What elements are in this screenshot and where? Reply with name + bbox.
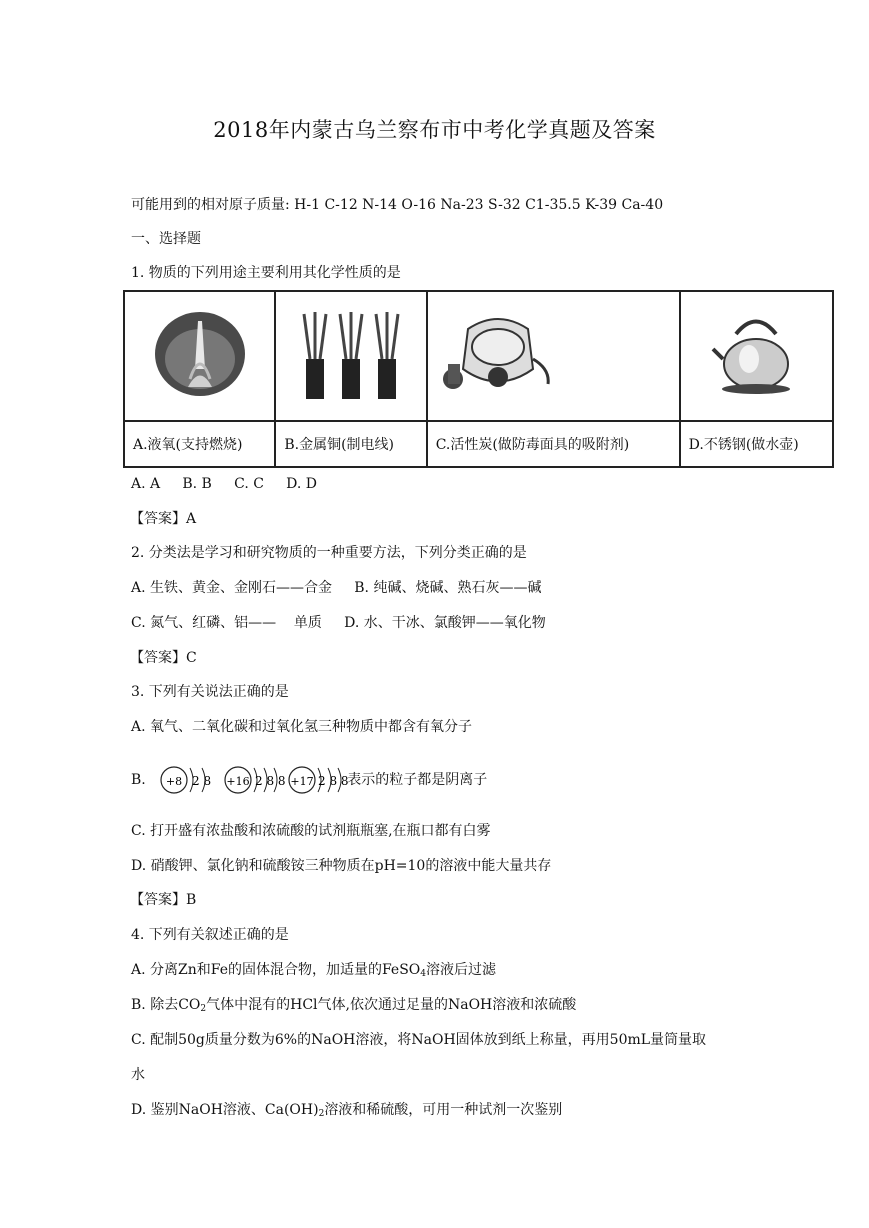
q2-options-cd: C. 氮气、红磷、铝—— 单质 D. 水、干冰、氯酸钾——氧化物 <box>131 615 546 631</box>
q4-option-b-text: B. 除去CO <box>131 997 201 1013</box>
q1-option-c: C.活性炭(做防毒面具的吸附剂) <box>427 421 680 467</box>
q1-image-cell-a <box>124 291 275 421</box>
q3-option-d: D. 硝酸钾、氯化钠和硫酸铵三种物质在pH=10的溶液中能大量共存 <box>131 858 552 874</box>
q1-option-a: A.液氧(支持燃烧) <box>124 421 275 467</box>
rocket-launch-icon <box>150 309 250 399</box>
q4-stem: 4. 下列有关叙述正确的是 <box>131 927 289 943</box>
q1-choices: A. A B. B C. C D. D <box>131 476 318 492</box>
q4-option-c-line1: C. 配制50g质量分数为6%的NaOH溶液，将NaOH固体放到纸上称量，再用50mL量筒量取 <box>131 1032 707 1048</box>
q4-option-a-subscript: 4 <box>420 969 427 979</box>
gas-mask-icon <box>438 309 558 399</box>
page-title: 2018年内蒙古乌兰察布市中考化学真题及答案 <box>213 118 656 142</box>
q3-stem: 3. 下列有关说法正确的是 <box>131 684 289 700</box>
q4-option-a-text: A. 分离Zn和Fe的固体混合物，加适量的FeSO <box>131 962 421 978</box>
ion-1-nucleus: +8 <box>166 775 183 788</box>
q2-answer: 【答案】C <box>130 650 197 666</box>
ion-diagram-1 <box>161 767 211 793</box>
q2-options-ab: A. 生铁、黄金、金刚石——合金 B. 纯碱、烧碱、熟石灰——碱 <box>131 580 542 596</box>
copper-wires-icon <box>296 304 406 404</box>
atomic-masses: 可能用到的相对原子质量: H-1 C-12 N-14 O-16 Na-23 S-32 C1-35.5 K-39 Ca-40 <box>131 197 664 213</box>
q3-option-a: A. 氧气、二氧化碳和过氧化氢三种物质中都含有氧分子 <box>131 719 473 735</box>
q4-option-b-text-end: 气体中混有的HCl气体,依次通过足量的NaOH溶液和浓硫酸 <box>206 997 577 1013</box>
q4-option-c-line2: 水 <box>131 1067 145 1083</box>
ion-3-shells: 2 8 8 <box>318 774 349 788</box>
ion-1-shells: 2 8 <box>192 774 212 788</box>
q3-option-c: C. 打开盛有浓盐酸和浓硫酸的试剂瓶瓶塞,在瓶口都有白雾 <box>131 823 491 839</box>
ion-2-nucleus: +16 <box>226 775 250 788</box>
q1-answer: 【答案】A <box>130 511 197 527</box>
q4-option-d <box>131 1100 562 1124</box>
q4-option-b <box>131 995 576 1019</box>
q3-option-b <box>131 760 487 800</box>
q3-answer: 【答案】B <box>130 892 197 908</box>
ion-2-shells: 2 8 8 <box>255 774 286 788</box>
ion-3-nucleus: +17 <box>290 775 314 788</box>
q3-option-b-prefix: B. <box>131 772 146 788</box>
q3-option-b-text: 表示的粒子都是阴离子 <box>347 772 488 788</box>
section-heading: 一、选择题 <box>131 231 201 247</box>
q4-option-d-text: D. 鉴别NaOH溶液、Ca(OH) <box>131 1102 319 1118</box>
ion-diagram-3 <box>289 767 349 793</box>
q1-option-d: D.不锈钢(做水壶) <box>680 421 833 467</box>
q1-image-cell-b <box>275 291 426 421</box>
q1-options-table <box>123 290 834 468</box>
q1-image-cell-d <box>680 291 833 421</box>
q1-option-b: B.金属铜(制电线) <box>275 421 426 467</box>
kettle-icon <box>711 309 801 399</box>
q4-option-a-text-end: 溶液后过滤 <box>426 962 497 978</box>
q1-image-cell-c <box>427 291 680 421</box>
q4-option-d-text-end: 溶液和稀硫酸，可用一种试剂一次鉴别 <box>324 1102 563 1118</box>
q1-stem: 1. 物质的下列用途主要利用其化学性质的是 <box>131 265 401 281</box>
ion-structure-diagrams <box>150 760 349 800</box>
q2-stem: 2. 分类法是学习和研究物质的一种重要方法，下列分类正确的是 <box>131 545 527 561</box>
q4-option-d-subscript: 2 <box>318 1109 325 1119</box>
ion-diagram-2 <box>225 767 286 793</box>
q4-option-b-subscript: 2 <box>200 1004 207 1014</box>
q4-option-a <box>131 960 496 984</box>
